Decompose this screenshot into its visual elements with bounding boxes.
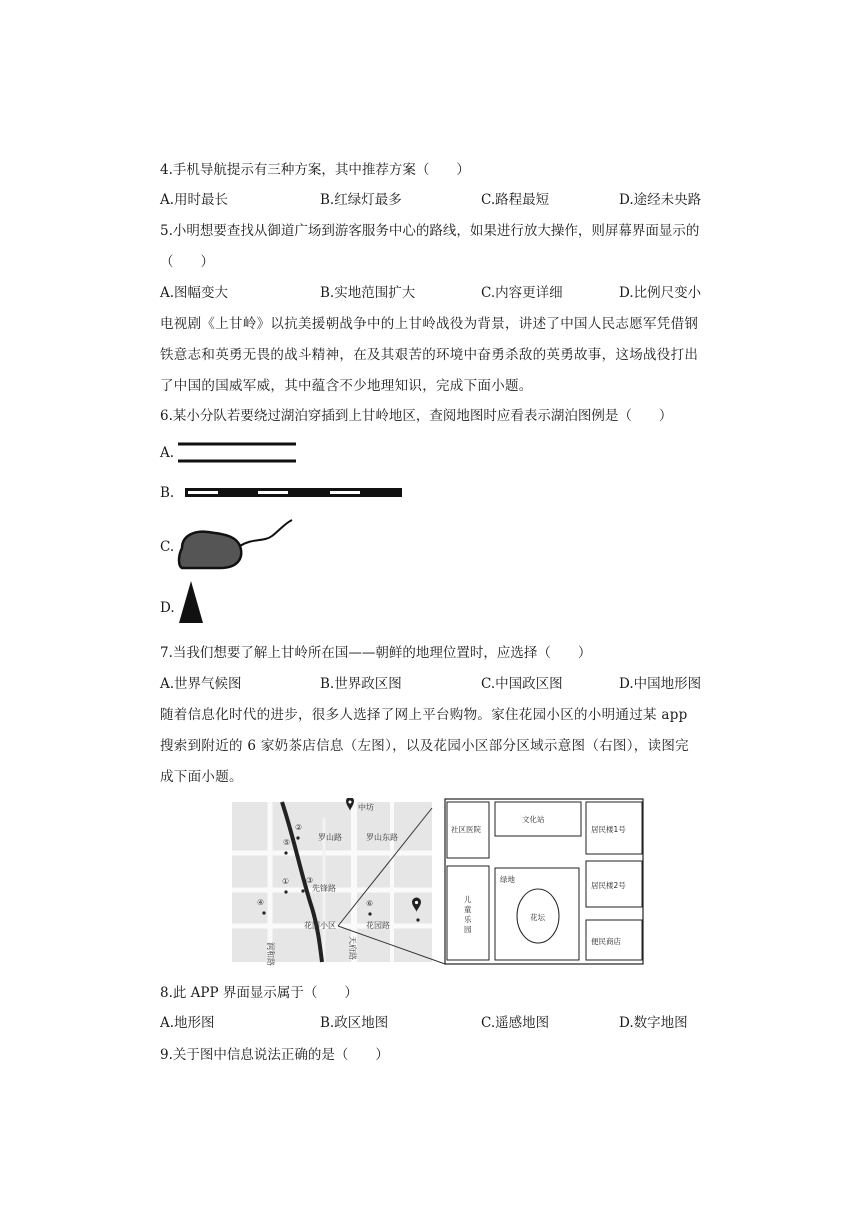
q6-label-b: B. — [160, 485, 175, 501]
q5-option-a: A.图幅变大 — [160, 285, 229, 301]
q9-stem: 9.关于图中信息说法正确的是（ ） — [160, 1047, 389, 1063]
left-map-label-luoshan: 罗山路 — [318, 833, 342, 842]
right-map-bldg1: 居民楼1号 — [591, 825, 626, 834]
q6-label-a: A. — [160, 445, 175, 461]
right-map-clinic: 社区医院 — [451, 825, 481, 834]
maps-svg — [232, 798, 646, 966]
q8-option-d: D.数字地图 — [619, 1015, 688, 1031]
legend-mountain-peak-icon — [176, 580, 206, 624]
q5-stem-cont: （ ） — [160, 254, 214, 270]
shop-dot-3 — [301, 889, 304, 892]
q8-option-b: B.政区地图 — [320, 1015, 389, 1031]
shop-dot-2 — [296, 836, 299, 839]
legend-railway-icon — [184, 486, 406, 500]
q4-option-a: A.用时最长 — [160, 192, 229, 208]
shop-marker-6: ⑥ — [366, 899, 374, 908]
q7-stem: 7.当我们想要了解上甘岭所在国——朝鲜的地理位置时，应选择（ ） — [160, 645, 592, 661]
left-map-label-garden-rd: 花园路 — [366, 921, 390, 930]
passage-milk-tea: 随着信息化时代的进步，很多人选择了网上平台购物。家住花园小区的小明通过某 app 搜索到附近的 6 家奶茶店信息（左图），以及花园小区部分区域示意图（右图），读图完成下面小题。 — [160, 707, 689, 785]
q7-option-b: B.世界政区图 — [320, 676, 402, 692]
q7-option-a: A.世界气候图 — [160, 676, 242, 692]
passage-shangganling: 电视剧《上甘岭》以抗美援朝战争中的上甘岭战役为背景，讲述了中国人民志愿军凭借钢铁意志和英勇无畏的战斗精神，在及其艰苦的环境中奋勇杀敌的英勇故事，这场战役打出了中国的国威军威，其中蕴含不少地理知识，完成下面小题。 — [160, 316, 699, 394]
right-map-green: 绿地 — [500, 875, 515, 884]
maps-figure — [232, 798, 646, 970]
left-map-label-xian: 先锋路 — [312, 884, 336, 893]
right-map-culture: 文化站 — [522, 815, 545, 824]
shop-dot-4 — [262, 911, 265, 914]
right-map-bldg2: 居民楼2号 — [591, 881, 626, 890]
shop-dot-1 — [284, 890, 287, 893]
q8-option-c: C.遥感地图 — [481, 1015, 550, 1031]
left-map-label-top: 中坊 — [358, 803, 374, 812]
q6-stem: 6.某小分队若要绕过湖泊穿插到上甘岭地区，查阅地图时应看表示湖泊图例是（ ） — [160, 408, 673, 424]
left-map — [232, 798, 432, 966]
left-map-label-bottom-rd: 天府路 — [348, 936, 357, 960]
shop-marker-5: ⑤ — [283, 838, 291, 847]
right-map-shop: 便民商店 — [591, 937, 621, 946]
q6-label-d: D. — [160, 600, 175, 616]
q5-option-d: D.比例尺变小 — [619, 285, 702, 301]
q6-label-c: C. — [160, 539, 175, 555]
q4-option-d: D.途经未央路 — [619, 192, 702, 208]
shop-dot-6 — [368, 912, 371, 915]
q7-option-c: C.中国政区图 — [481, 676, 563, 692]
q7-option-d: D.中国地形图 — [619, 676, 702, 692]
left-map-label-left-rd: 润和路 — [266, 942, 275, 966]
left-map-label-garden: 花园小区 — [304, 921, 336, 930]
q4-stem: 4.手机导航提示有三种方案，其中推荐方案（ ） — [160, 162, 470, 178]
q5-stem: 5.小明想要查找从御道广场到游客服务中心的路线，如果进行放大操作，则屏幕界面显示的 — [160, 223, 700, 239]
right-map-flower: 花坛 — [530, 913, 545, 922]
q5-option-b: B.实地范围扩大 — [320, 285, 416, 301]
shop-marker-2: ② — [295, 823, 303, 832]
right-map-kids: 儿童乐园 — [464, 895, 472, 934]
q4-option-c: C.路程最短 — [481, 192, 550, 208]
left-map-label-luoshan2: 罗山东路 — [366, 833, 398, 842]
q4-option-b: B.红绿灯最多 — [320, 192, 402, 208]
q5-option-c: C.内容更详细 — [481, 285, 563, 301]
q8-option-a: A.地形图 — [160, 1015, 215, 1031]
right-map — [445, 799, 643, 964]
legend-double-line-icon — [178, 440, 300, 468]
shop-dot-5 — [284, 851, 287, 854]
shop-marker-4: ④ — [257, 898, 265, 907]
q8-stem: 8.此 APP 界面显示属于（ ） — [160, 985, 358, 1001]
shop-marker-3: ③ — [306, 876, 314, 885]
legend-lake-icon — [172, 514, 300, 572]
shop-marker-1: ① — [282, 877, 290, 886]
